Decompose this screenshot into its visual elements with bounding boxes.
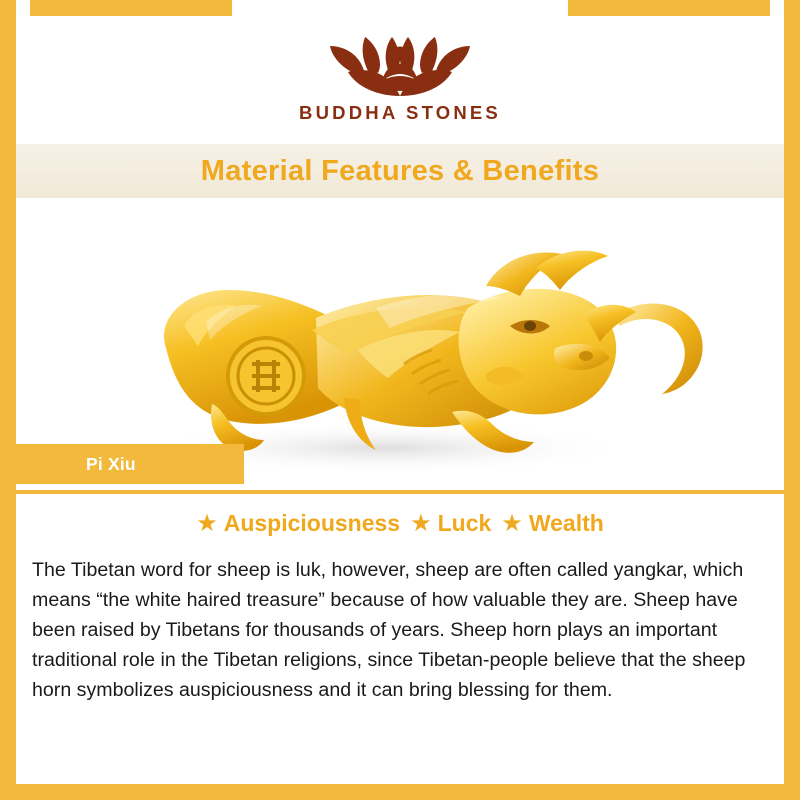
brand-name: BUDDHA STONES [299,102,501,123]
product-label-ribbon [16,444,244,484]
star-icon: ★ [501,509,523,537]
frame-top-left-bar [0,0,232,16]
logo-wrap [299,26,501,124]
frame-bottom-bar [0,784,800,800]
frame-notch-right [770,0,784,16]
keyword-label: Luck [437,510,492,536]
brand-header [16,16,784,142]
frame-left-bar [0,0,16,800]
section-title-banner [16,144,784,198]
frame-right-bar [784,0,800,800]
frame-top-right-bar [568,0,800,16]
star-icon: ★ [410,509,432,537]
keyword-luck [410,510,491,537]
product-label: Pi Xiu [86,453,136,474]
keyword-row [16,510,784,537]
lotus-meditation-icon [310,26,490,100]
keyword-auspiciousness [196,510,400,537]
keyword-label: Auspiciousness [223,510,401,536]
keyword-wealth [501,510,604,537]
star-icon: ★ [196,509,218,537]
frame-notch-left [16,0,30,16]
description-paragraph: The Tibetan word for sheep is luk, however, sheep are often called yangkar, which means “the white haired treasure” because of how valuable they are. Sheep have been raised by Tibetans for thousands of years. Sheep horn plays an important traditional role in the Tibetan religions, since Tibetan-people believe that the sheep horn symbolizes auspiciousness and it can bring blessing for them. [32,559,746,701]
section-divider [16,490,784,494]
bottom-spacer [16,726,784,784]
page-title: Material Features & Benefits [200,154,600,187]
keyword-label: Wealth [528,510,604,536]
